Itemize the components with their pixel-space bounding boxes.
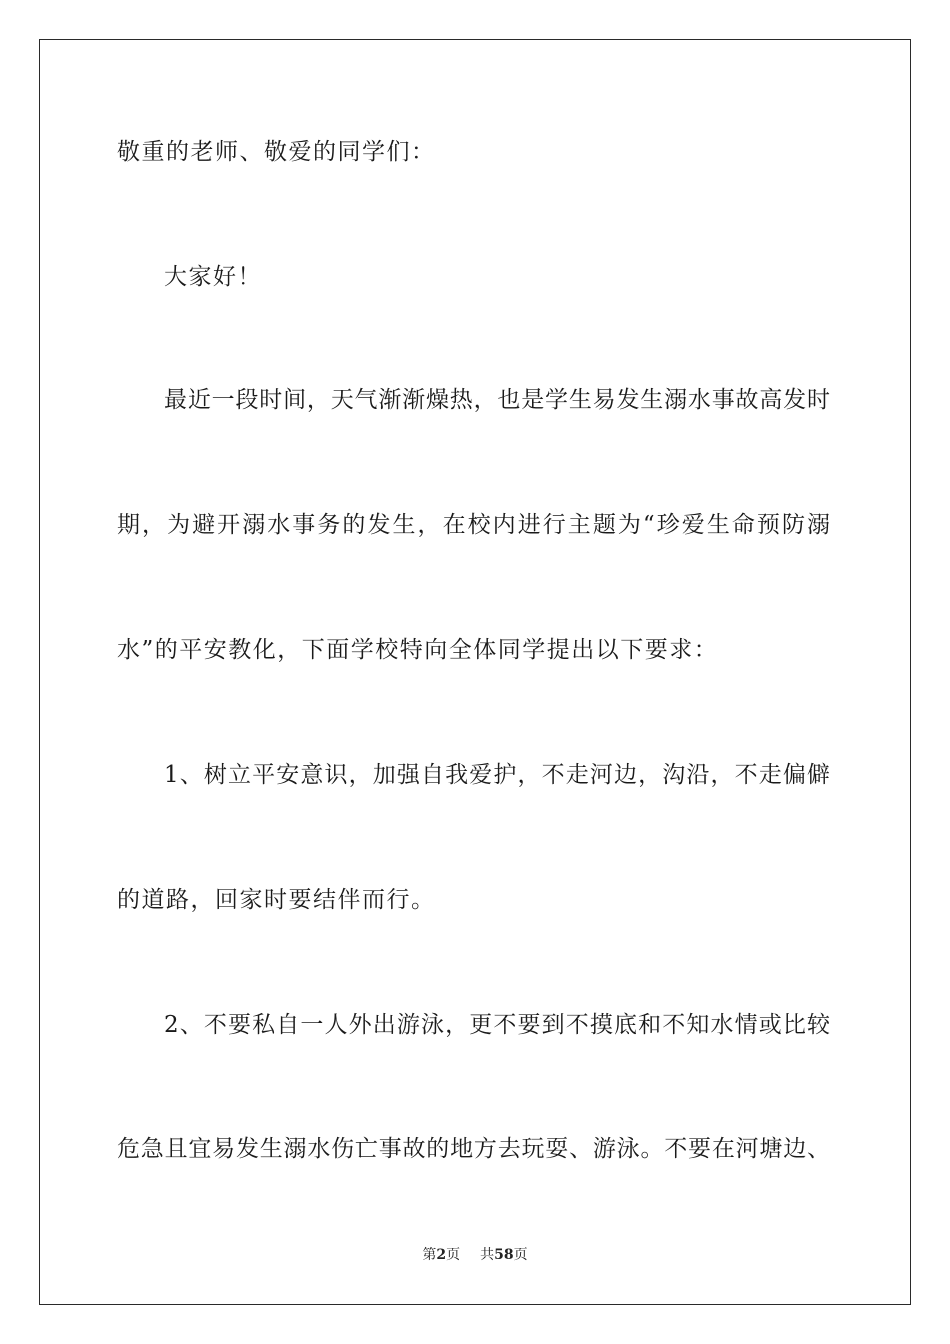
footer-total-prefix: 共 (480, 1247, 495, 1263)
footer-page-prefix: 第 (422, 1247, 437, 1263)
paragraph-line: 1、树立平安意识，加强自我爱护，不走河边，沟沿，不走偏僻 (164, 762, 830, 788)
paragraph-line: 水”的平安教化，下面学校特向全体同学提出以下要求： (117, 637, 719, 663)
paragraph-line: 最近一段时间，天气渐渐燥热，也是学生易发生溺水事故高发时 (164, 387, 830, 413)
page-footer (0, 1246, 950, 1264)
salutation: 敬重的老师、敬爱的同学们： (117, 139, 436, 165)
footer-total-number: 58 (494, 1247, 514, 1263)
paragraph-line: 的道路，回家时要结伴而行。 (117, 887, 436, 913)
footer-total-suffix: 页 (513, 1247, 528, 1263)
footer-page-suffix: 页 (446, 1247, 461, 1263)
paragraph-line: 期，为避开溺水事务的发生，在校内进行主题为“珍爱生命预防溺 (117, 512, 830, 538)
greeting: 大家好！ (164, 264, 262, 290)
paragraph-line: 危急且宜易发生溺水伤亡事故的地方去玩耍、游泳。不要在河塘边、 (117, 1136, 830, 1162)
paragraph-line: 2、不要私自一人外出游泳，更不要到不摸底和不知水情或比较 (164, 1012, 830, 1038)
footer-page-number: 2 (436, 1247, 447, 1263)
page-border (39, 39, 911, 1305)
